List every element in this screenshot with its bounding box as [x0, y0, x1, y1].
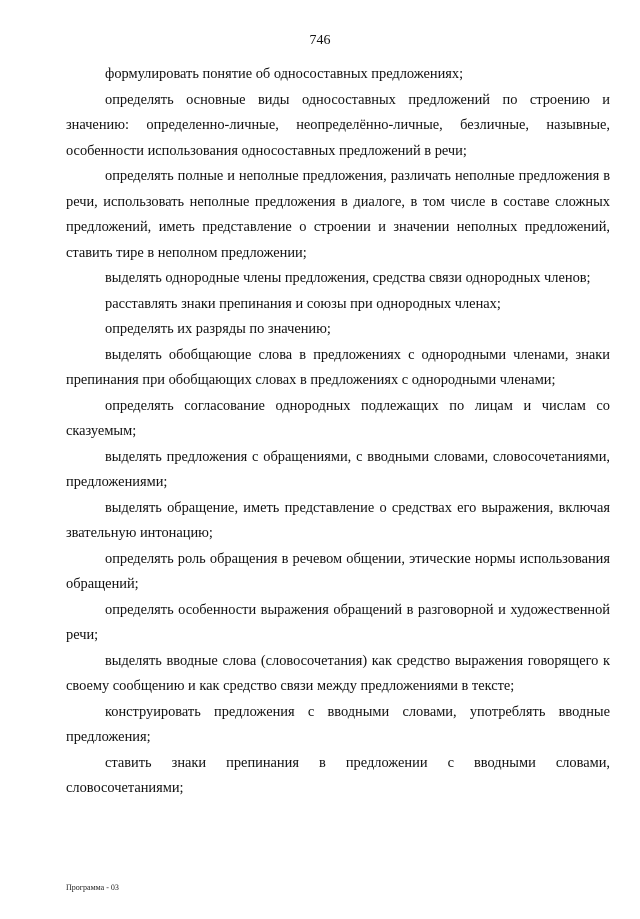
paragraph: определять роль обращения в речевом общении, этические нормы использования обращений;	[66, 550, 610, 592]
page-footer: Программа - 03	[66, 883, 119, 892]
paragraph: выделять обращение, иметь представление о средствах его выражения, включая звательную интонацию;	[66, 499, 610, 541]
paragraph: определять согласование однородных подлежащих по лицам и числам со сказуемым;	[66, 397, 610, 439]
paragraph: выделять предложения с обращениями, с вводными словами, словосочетаниями, предложениями;	[66, 448, 610, 490]
paragraph: выделять однородные члены предложения, средства связи однородных членов;	[105, 270, 591, 286]
body-text	[66, 62, 610, 802]
paragraph: определять полные и неполные предложения, различать неполные предложения в речи, использовать неполные предложения в диалоге, в том числе в составе сложных предложений, иметь представление о строении и значении неполных предложений, ставить тире в неполном предложении;	[66, 168, 610, 261]
paragraph: формулировать понятие об односоставных предложениях;	[105, 66, 464, 82]
paragraph: конструировать предложения с вводными словами, употреблять вводные предложения;	[66, 703, 610, 745]
paragraph: ставить знаки препинания в предложении с вводными словами, словосочетаниями;	[66, 754, 610, 796]
paragraph: расставлять знаки препинания и союзы при однородных членах;	[105, 295, 501, 312]
paragraph: выделять обобщающие слова в предложениях с однородными членами, знаки препинания при обобщающих словах в предложениях с однородными членами;	[66, 346, 610, 388]
paragraph: определять особенности выражения обращений в разговорной и художественной речи;	[66, 601, 610, 643]
paragraph: выделять вводные слова (словосочетания) как средство выражения говорящего к своему сообщению и как средство связи между предложениями в тексте;	[66, 652, 610, 694]
paragraph: определять основные виды односоставных предложений по строению и значению: определенно-личные, неопределённо-личные, безличные, назывные, особенности использования односоставных предложений в речи;	[66, 91, 610, 159]
page-number: 746	[309, 33, 331, 48]
paragraph: определять их разряды по значению;	[105, 321, 331, 337]
